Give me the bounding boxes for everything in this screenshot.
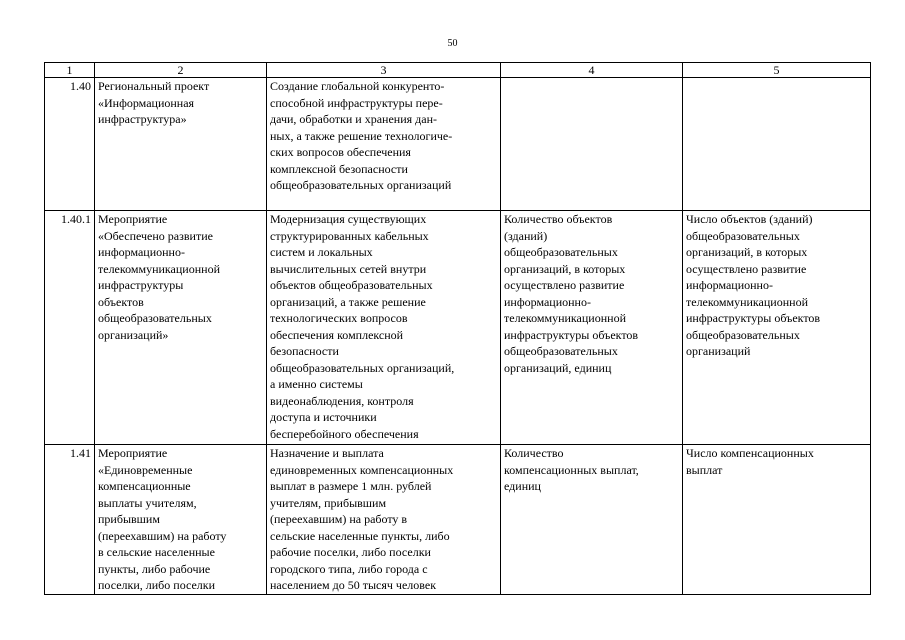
cell-text-line: Модернизация существующих	[270, 212, 427, 226]
cell-text-line: инфраструктура»	[98, 112, 187, 126]
cell-text-line: систем и локальных	[270, 245, 373, 259]
cell-text-line: общеобразовательных	[504, 245, 618, 259]
cell-text-line: организаций, в которых	[686, 245, 808, 259]
cell-col4	[501, 445, 683, 595]
cell-text-line: Количество объектов	[504, 212, 613, 226]
cell-text-line: способной инфраструктуры пере-	[270, 95, 443, 110]
cell-text-line: компенсационные	[98, 479, 191, 493]
cell-text-line: общеобразовательных организаций	[270, 178, 452, 192]
cell-text-line: ских вопросов обеспечения	[270, 145, 411, 159]
cell-text-line: доступа и источники	[270, 410, 377, 424]
table-row	[45, 211, 871, 445]
cell-text-line: обеспечения комплексной	[270, 327, 404, 342]
cell-text-line: Региональный проект	[98, 79, 210, 93]
cell-text-line: выплаты учителям,	[98, 495, 197, 510]
header-col-3: 3	[267, 63, 501, 78]
cell-text-line: осуществлено развитие	[504, 278, 625, 292]
document-table	[44, 62, 871, 595]
cell-text-line: ных, а также решение технологиче-	[270, 128, 453, 143]
cell-col5	[683, 78, 871, 211]
cell-text-line: поселки, либо поселки	[98, 578, 216, 592]
cell-text-line: выплат в размере 1 млн. рублей	[270, 479, 432, 493]
cell-text-line: инфраструктуры	[98, 278, 184, 292]
cell-text-line: единиц	[504, 479, 541, 493]
cell-col3	[267, 78, 501, 211]
cell-text-line: Число компенсационных	[686, 446, 814, 460]
cell-col2	[95, 211, 267, 445]
table-row	[45, 445, 871, 595]
cell-text-line: рабочие поселки, либо поселки	[270, 545, 431, 559]
cell-text-line: сельские населенные пункты, либо	[270, 528, 450, 543]
cell-col3	[267, 211, 501, 445]
cell-text-line: комплексной безопасности	[270, 161, 408, 176]
cell-text-line: общеобразовательных	[686, 327, 800, 342]
cell-text-line: бесперебойного обеспечения	[270, 426, 419, 441]
cell-col5	[683, 445, 871, 595]
cell-text-line: инфраструктуры объектов	[686, 311, 821, 325]
cell-text-line: Назначение и выплата	[270, 446, 384, 460]
cell-text-line: организаций, а также решение	[270, 294, 426, 309]
cell-text-line: компенсационных выплат,	[504, 462, 639, 477]
cell-text-line: технологических вопросов	[270, 311, 408, 325]
cell-text-line: видеонаблюдения, контроля	[270, 393, 414, 408]
cell-text-line: телекоммуникационной	[98, 261, 220, 276]
cell-text-line: учителям, прибывшим	[270, 495, 387, 510]
cell-text-line: информационно-	[504, 294, 591, 309]
cell-text-line: Количество	[504, 446, 564, 460]
cell-text-line: организаций»	[98, 327, 169, 342]
row-number: 1.40.1	[45, 211, 95, 445]
cell-text-line: объектов	[98, 294, 144, 309]
cell-text-line: прибывшим	[98, 512, 160, 526]
cell-text-line: (зданий)	[504, 228, 548, 243]
cell-text-line: общеобразовательных организаций,	[270, 360, 455, 375]
cell-text-line: населением до 50 тысяч человек	[270, 578, 437, 592]
cell-text-line: единовременных компенсационных	[270, 462, 454, 477]
header-col-2: 2	[95, 63, 267, 78]
cell-text-line: телекоммуникационной	[504, 311, 626, 325]
cell-text-line: общеобразовательных	[504, 344, 618, 358]
cell-text-line: выплат	[686, 462, 723, 477]
cell-col4	[501, 211, 683, 445]
cell-text-line: общеобразовательных	[98, 311, 212, 325]
cell-text-line: организаций, единиц	[504, 360, 612, 375]
cell-text-line: организаций, в которых	[504, 261, 626, 276]
cell-text-line: дачи, обработки и хранения дан-	[270, 112, 437, 126]
cell-text-line: безопасности	[270, 344, 339, 358]
cell-text-line: Мероприятие	[98, 446, 168, 460]
table-row	[45, 78, 871, 211]
cell-col2	[95, 445, 267, 595]
cell-text-line: информационно-	[98, 245, 185, 259]
cell-text-line: информационно-	[686, 278, 773, 292]
cell-text-line: Создание глобальной конкуренто-	[270, 79, 445, 93]
cell-col3	[267, 445, 501, 595]
cell-text-line: (переехавшим) на работу	[98, 528, 227, 543]
cell-text-line: телекоммуникационной	[686, 294, 808, 309]
cell-text-line: Мероприятие	[98, 212, 168, 226]
cell-text-line: городского типа, либо города с	[270, 561, 428, 576]
cell-text-line: пункты, либо рабочие	[98, 561, 211, 576]
cell-text-line: Число объектов (зданий)	[686, 212, 813, 226]
row-number: 1.41	[45, 445, 95, 595]
cell-col2	[95, 78, 267, 211]
cell-text-line: структурированных кабельных	[270, 228, 429, 243]
row-number: 1.40	[45, 78, 95, 211]
cell-text-line: «Обеспечено развитие	[98, 228, 213, 243]
header-col-4: 4	[501, 63, 683, 78]
cell-text-line: осуществлено развитие	[686, 261, 807, 276]
cell-text-line: вычислительных сетей внутри	[270, 261, 427, 276]
page-number: 50	[447, 38, 458, 49]
cell-text-line: инфраструктуры объектов	[504, 327, 639, 342]
header-col-1: 1	[45, 63, 95, 78]
table-header-row	[45, 63, 871, 78]
header-col-5: 5	[683, 63, 871, 78]
cell-text-line: объектов общеобразовательных	[270, 278, 433, 292]
cell-text-line: общеобразовательных	[686, 228, 800, 243]
cell-text-line: в сельские населенные	[98, 545, 215, 559]
cell-text-line: а именно системы	[270, 377, 363, 391]
cell-text-line: «Единовременные	[98, 462, 193, 477]
cell-text-line: (переехавшим) на работу в	[270, 512, 408, 526]
cell-col5	[683, 211, 871, 445]
cell-col4	[501, 78, 683, 211]
cell-text-line: организаций	[686, 344, 751, 358]
cell-text-line: «Информационная	[98, 95, 195, 110]
